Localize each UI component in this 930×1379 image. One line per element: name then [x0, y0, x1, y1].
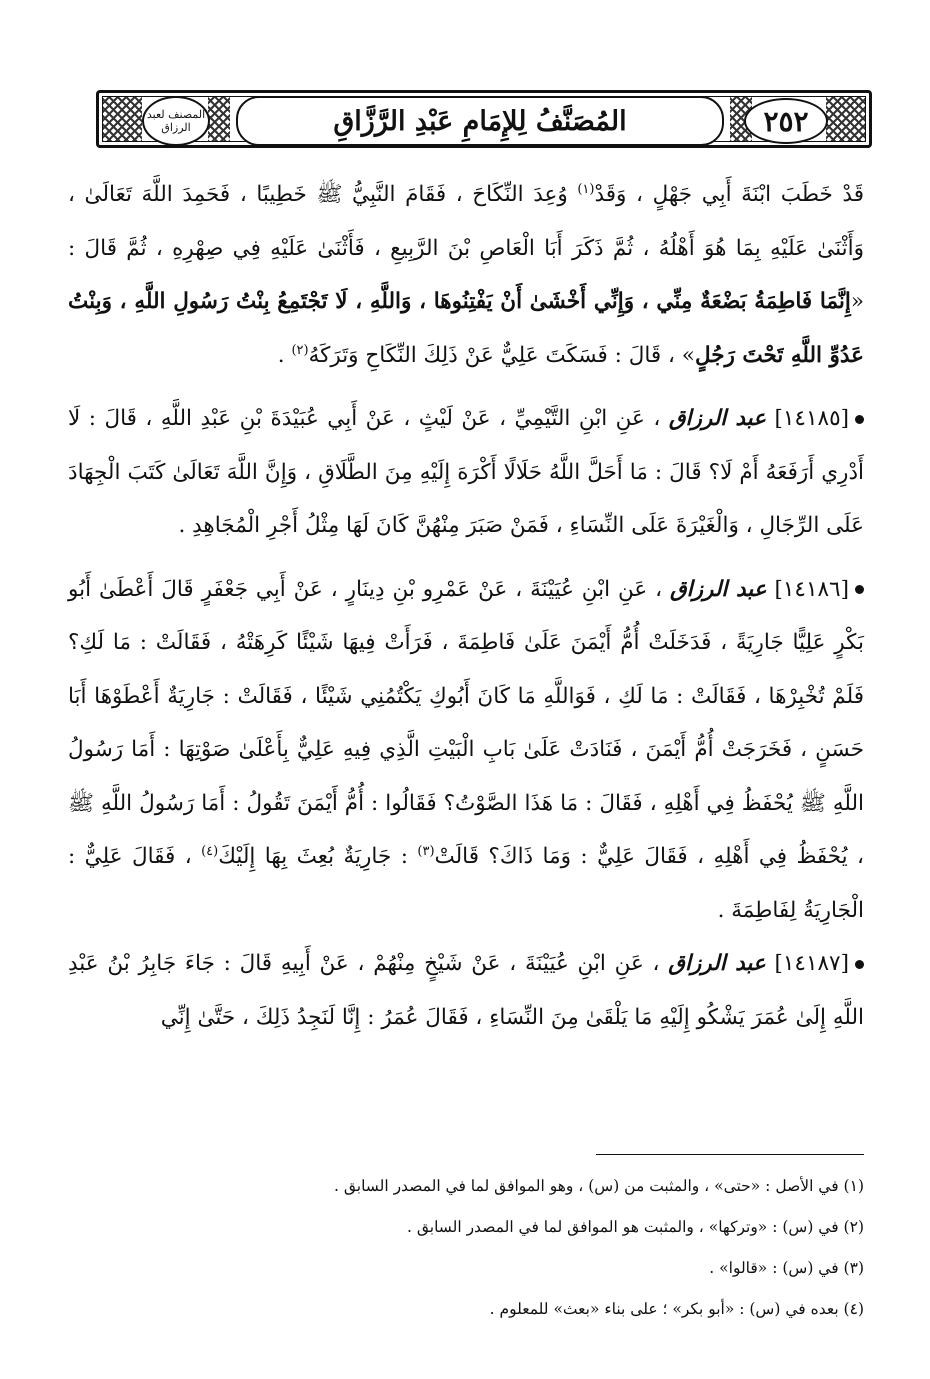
hadith-quote: إِنَّمَا فَاطِمَةُ بَضْعَةٌ مِنِّي ، وَإِنِّي أَخْشَىٰ أَنْ يَفْتِنُوهَا ، وَاللَّهِ ، لَا تَجْتَمِعُ بِنْتُ رَسُولِ اللَّهِ ، وَبِنْتُ عَدُوِّ اللَّهِ تَحْتَ رَجُلٍ: [68, 289, 864, 368]
text-run: قَدْ خَطَبَ ابْنَةَ أَبِي جَهْلٍ ، وَقَدْ: [594, 182, 864, 207]
hadith-text: ، عَنِ ابْنِ التَّيْمِيِّ ، عَنْ لَيْثٍ ، عَنْ أَبِي عُبَيْدَةَ بْنِ عَبْدِ اللَّهِ ، قَالَ : لَا أَدْرِي أَرَفَعَهُ أَمْ لَا؟ قَالَ : مَا أَحَلَّ اللَّهُ حَلَالًا أَكْرَهَ إِلَيْهِ مِنَ الطَّلَاقِ ، وَإِنَّ اللَّهَ تَعَالَىٰ كَتَبَ الْجِهَادَ عَلَى الرِّجَالِ ، وَالْغَيْرَةَ عَلَى النِّسَاءِ ، فَمَنْ صَبَرَ مِنْهُنَّ كَانَ لَهَا مِثْلُ أَجْرِ الْمُجَاهِدِ .: [68, 406, 864, 538]
bullet-icon: [855, 585, 864, 594]
text-run: .: [277, 342, 292, 368]
main-text: [68, 168, 864, 1044]
bullet-icon: [855, 960, 864, 969]
footnotes: [68, 1166, 864, 1330]
hadith-text: ، عَنِ ابْنِ عُيَيْنَةَ ، عَنْ شَيْخٍ مِنْهُمْ ، عَنْ أَبِيهِ قَالَ : جَاءَ جَابِرُ بْنُ عَبْدِ اللَّهِ إِلَىٰ عُمَرَ يَشْكُو إِلَيْهِ مَا يَلْقَىٰ مِنَ النِّسَاءِ ، فَقَالَ عُمَرُ : إِنَّا لَنَجِدُ ذَلِكَ ، حَتَّىٰ إِنِّي: [68, 951, 864, 1030]
footnote-ref[interactable]: (٣): [417, 843, 435, 859]
page-number: ٢٥٢: [744, 98, 828, 144]
header-ornament-right: [826, 96, 866, 142]
hadith-text: ، عَنِ ابْنِ عُيَيْنَةَ ، عَنْ عَمْرِو بْنِ دِينَارٍ ، عَنْ أَبِي جَعْفَرٍ قَالَ أَعْطَىٰ أَبُو بَكْرٍ عَلِيًّا جَارِيَةً ، فَدَخَلَتْ أُمُّ أَيْمَنَ عَلَىٰ فَاطِمَةَ ، فَرَأَتْ فِيهَا شَيْئًا كَرِهَتْهُ ، فَقَالَتْ : مَا لَكِ؟ فَلَمْ تُخْبِرْهَا ، فَقَالَتْ : مَا لَكِ ، فَوَاللَّهِ مَا كَانَ أَبُوكِ يَكْتُمُنِي شَيْئًا ، فَقَالَتْ : جَارِيَةٌ أَعْطَوْهَا أَبَا حَسَنٍ ، فَخَرَجَتْ أُمُّ أَيْمَنَ ، فَنَادَتْ عَلَىٰ بَابِ الْبَيْتِ الَّذِي فِيهِ عَلِيٌّ بِأَعْلَىٰ صَوْتِهَا : أَمَا رَسُولُ اللَّهِ ﷺ يُحْفَظُ فِي أَهْلِهِ ، فَقَالَ : مَا هَذَا الصَّوْتُ؟ فَقَالُوا : أُمُّ أَيْمَنَ تَقُولُ : أَمَا رَسُولُ اللَّهِ ﷺ ، يُحْفَظُ فِي أَهْلِهِ ، فَقَالَ عَلِيٌّ : وَمَا ذَاكَ؟ قَالَتْ: [68, 576, 864, 869]
author-name: عبد الرزاق: [668, 406, 766, 431]
hadith-entry: [68, 937, 864, 1044]
author-name: عبد الرزاق: [668, 951, 766, 976]
footnote-1: (١) في الأصل : «حتى» ، والمثبت من (س) ، وهو الموافق لما في المصدر السابق .: [333, 1177, 864, 1195]
header-ornament-left: [102, 96, 142, 142]
hadith-number: [١٤١٨٥]: [774, 406, 850, 431]
text-run: : جَارِيَةٌ بُعِثَ بِهَا إِلَيْكَ: [218, 844, 418, 869]
paragraph-continuation: [68, 168, 864, 382]
footnote-3: (٣) في (س) : «قالوا» .: [709, 1259, 864, 1277]
hadith-entry: [68, 392, 864, 553]
footnote-ref[interactable]: (٢): [291, 342, 309, 358]
running-title: المُصَنَّفُ لِلإِمَامِ عَبْدِ الرَّزَّاقِ: [236, 96, 724, 146]
hadith-entry: [68, 563, 864, 938]
author-name: عبد الرزاق: [669, 576, 767, 602]
footnote-divider: [596, 1154, 864, 1155]
footnote-ref[interactable]: (٤): [201, 843, 219, 859]
bullet-icon: [855, 415, 864, 424]
footnote-4: (٤) بعده في (س) : «أبو بكر» ؛ على بناء «بعث» للمعلوم .: [489, 1300, 864, 1318]
text-run: ، فَقَالَ عَلِيٌّ : الْجَارِيَةُ لِفَاطِمَةَ .: [68, 844, 864, 923]
hadith-number: [١٤١٨٧]: [774, 951, 849, 976]
footnote-ref[interactable]: (١): [577, 181, 595, 197]
page-header: [96, 90, 872, 148]
text-run: وُعِدَ النِّكَاحَ ، فَقَامَ النَّبِيُّ ﷺ خَطِيبًا ، فَحَمِدَ اللَّهَ تَعَالَىٰ ، وَأَثْنَىٰ عَلَيْهِ بِمَا هُوَ أَهْلُهُ ، ثُمَّ ذَكَرَ أَبَا الْعَاصِ بْنَ الرَّبِيعِ ، فَأَثْنَىٰ عَلَيْهِ فِي صِهْرِهِ ، ثُمَّ قَالَ : «: [68, 182, 864, 314]
text-run: » ، قَالَ : فَسَكَتَ عَلِيٌّ عَنْ ذَلِكَ النِّكَاحِ وَتَرَكَهُ: [308, 342, 695, 368]
seal-logo: المصنف لعبد الرزاق: [142, 96, 210, 146]
hadith-number: [١٤١٨٦]: [774, 576, 849, 602]
header-ornament-mid-left: [208, 96, 230, 142]
footnote-2: (٢) في (س) : «وتركها» ، والمثبت هو الموافق لما في المصدر السابق .: [406, 1218, 864, 1236]
